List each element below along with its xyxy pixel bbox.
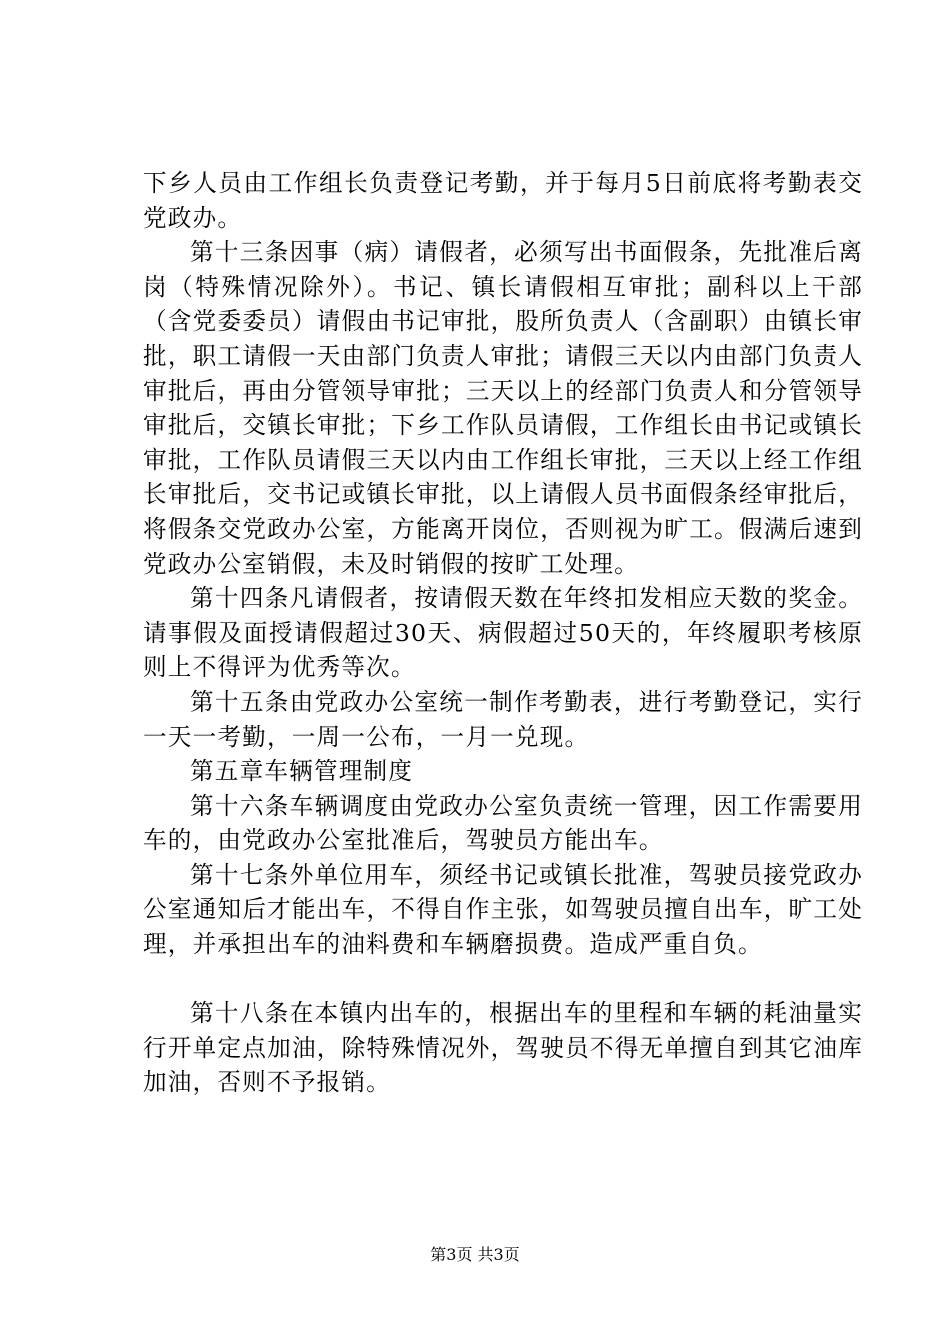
paragraph-article-14: 第十四条凡请假者，按请假天数在年终扣发相应天数的奖金。请事假及面授请假超过30天、病假超过50天的，年终履职考核原则上不得评为优秀等次。 [143,584,863,682]
paragraph-attendance-report: 下乡人员由工作组长负责登记考勤，并于每月5日前底将考勤表交党政办。 [143,169,863,232]
paragraph-article-16: 第十六条车辆调度由党政办公室负责统一管理，因工作需要用车的，由党政办公室批准后，驾驶员方能出车。 [143,791,863,855]
document-body [143,166,863,1100]
paragraph-article-15: 第十五条由党政办公室统一制作考勤表，进行考勤登记，实行一天一考勤，一周一公布，一月一兑现。 [143,687,863,751]
chapter-heading-vehicle-management: 第五章车辆管理制度 [190,757,414,786]
paragraph-article-13: 第十三条因事（病）请假者，必须写出书面假条，先批准后离岗（特殊情况除外）。书记、镇长请假相互审批；副科以上干部（含党委委员）请假由书记审批，股所负责人（含副职）由镇长审批，职工请假一天由部门负责人审批；请假三天以内由部门负责人审批后，再由分管领导审批；三天以上的经部门负责人和分管领导审批后，交镇长审批；下乡工作队员请假，工作组长由书记或镇长审批，工作队员请假三天以内由工作组长审批，三天以上经工作组长审批后，交书记或镇长审批，以上请假人员书面假条经审批后，将假条交党政办公室，方能离开岗位，否则视为旷工。假满后速到党政办公室销假，未及时销假的按旷工处理。 [143,238,863,578]
paragraph-article-17: 第十七条外单位用车，须经书记或镇长批准，驾驶员接党政办公室通知后才能出车，不得自作主张，如驾驶员擅自出车，旷工处理，并承担出车的油料费和车辆磨损费。造成严重自负。 [143,860,863,959]
blank-line [143,962,863,997]
paragraph-article-18: 第十八条在本镇内出车的，根据出车的里程和车辆的耗油量实行开单定点加油，除特殊情况外，驾驶员不得无单擅自到其它油库加油，否则不予报销。 [143,999,863,1097]
page-number-footer: 第3页 共3页 [430,1245,520,1264]
